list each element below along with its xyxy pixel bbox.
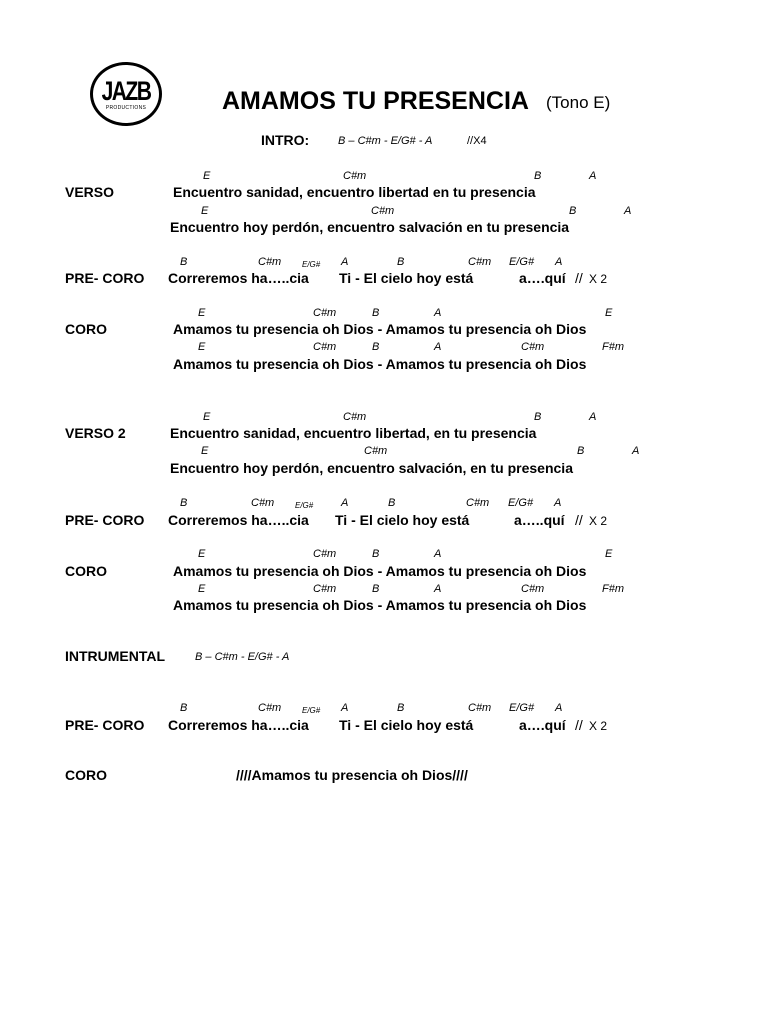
chord-csm: C#m [466,497,490,509]
lyric-line: Amamos tu presencia oh Dios - Amamos tu presencia oh Dios [173,597,587,613]
chord-fsm: F#m [602,583,624,595]
section-verso2: VERSO 2 [65,425,126,441]
lyric-line: Amamos tu presencia oh Dios - Amamos tu presencia oh Dios [173,563,587,579]
lyric-line: Encuentro sanidad, encuentro libertad en tu presencia [173,184,536,200]
chord-egs: E/G# [295,501,314,510]
repeat-mark: // [575,512,583,528]
lyric-fragment: Ti - El cielo hoy está [339,270,474,286]
repeat-times: X 2 [589,719,608,733]
section-coro: CORO [65,321,107,337]
chord-b: B [569,205,577,217]
chord-b: B [372,307,380,319]
lyric-fragment: Correremos ha…..cia [168,270,309,286]
lyric-line: ////Amamos tu presencia oh Dios//// [236,767,468,783]
chord-csm: C#m [258,702,282,714]
chord-a: A [624,205,632,217]
section-precoro: PRE- CORO [65,270,145,286]
logo-text: JAZB [101,76,151,106]
chord-b: B [180,702,188,714]
lyric-line: Encuentro sanidad, encuentro libertad, en tu presencia [170,425,537,441]
chord-b: B [372,583,380,595]
intro-chords: B – C#m - E/G# - A [338,135,433,147]
chord-csm: C#m [521,341,545,353]
chord-csm: C#m [468,702,492,714]
lyric-line: Amamos tu presencia oh Dios - Amamos tu presencia oh Dios [173,356,587,372]
intro-label: INTRO: [261,132,310,148]
repeat-times: X 2 [589,272,608,286]
chord-b: B [180,256,188,268]
chord-csm: C#m [251,497,275,509]
lyric-line: Encuentro hoy perdón, encuentro salvación, en tu presencia [170,460,573,476]
lyric-fragment: a….quí [519,270,566,286]
chord-egs: E/G# [509,256,535,268]
lyric-line: Amamos tu presencia oh Dios - Amamos tu presencia oh Dios [173,321,587,337]
section-instrumental: INTRUMENTAL [65,648,166,664]
song-key: (Tono E) [546,93,611,112]
section-verso: VERSO [65,184,115,200]
repeat-mark: // [575,270,583,286]
chord-a: A [632,445,640,457]
lyric-fragment: Correremos ha…..cia [168,717,309,733]
intro-repeat: //X4 [467,135,487,147]
lyric-fragment: a…..quí [514,512,565,528]
chord-egs: E/G# [302,260,321,269]
chord-e: E [201,205,209,217]
chord-b: B [397,702,405,714]
song-title: AMAMOS TU PRESENCIA [222,87,529,115]
chord-fsm: F#m [602,341,624,353]
lyric-fragment: a….quí [519,717,566,733]
chord-egs: E/G# [509,702,535,714]
chord-egs: E/G# [508,497,534,509]
chord-a: A [589,170,597,182]
chord-csm: C#m [313,548,337,560]
chord-e: E [203,411,211,423]
chord-csm: C#m [521,583,545,595]
chord-e: E [605,307,613,319]
chord-csm: C#m [371,205,395,217]
section-precoro: PRE- CORO [65,512,145,528]
chord-a: A [434,307,442,319]
chord-csm: C#m [313,341,337,353]
repeat-times: X 2 [589,514,608,528]
chord-a: A [341,497,349,509]
jazb-logo [90,62,162,126]
chord-e: E [203,170,211,182]
chord-csm: C#m [364,445,388,457]
chord-a: A [555,702,563,714]
chord-a: A [341,256,349,268]
chord-e: E [198,583,206,595]
instrumental-chords: B – C#m - E/G# - A [195,651,290,663]
chord-csm: C#m [343,411,367,423]
chord-b: B [397,256,405,268]
chord-e: E [198,341,206,353]
chord-a: A [434,341,442,353]
chord-b: B [180,497,188,509]
chord-csm: C#m [313,307,337,319]
chord-e: E [605,548,613,560]
lyric-fragment: Ti - El cielo hoy está [335,512,470,528]
chord-csm: C#m [258,256,282,268]
repeat-mark: // [575,717,583,733]
chord-e: E [198,307,206,319]
chord-a: A [589,411,597,423]
section-precoro: PRE- CORO [65,717,145,733]
chord-a: A [341,702,349,714]
chord-csm: C#m [313,583,337,595]
lyric-fragment: Ti - El cielo hoy está [339,717,474,733]
chord-b: B [577,445,585,457]
section-coro: CORO [65,563,107,579]
chord-csm: C#m [343,170,367,182]
chord-egs: E/G# [302,706,321,715]
chord-b: B [372,341,380,353]
chord-a: A [434,583,442,595]
chord-b: B [388,497,396,509]
chord-b: B [534,170,542,182]
chord-b: B [372,548,380,560]
logo-subtext: PRODUCTIONS [105,105,147,111]
chord-a: A [554,497,562,509]
lyric-fragment: Correremos ha…..cia [168,512,309,528]
chord-csm: C#m [468,256,492,268]
chord-e: E [201,445,209,457]
section-coro: CORO [65,767,107,783]
chord-a: A [555,256,563,268]
chord-e: E [198,548,206,560]
chord-b: B [534,411,542,423]
chord-a: A [434,548,442,560]
lyric-line: Encuentro hoy perdón, encuentro salvación en tu presencia [170,219,570,235]
